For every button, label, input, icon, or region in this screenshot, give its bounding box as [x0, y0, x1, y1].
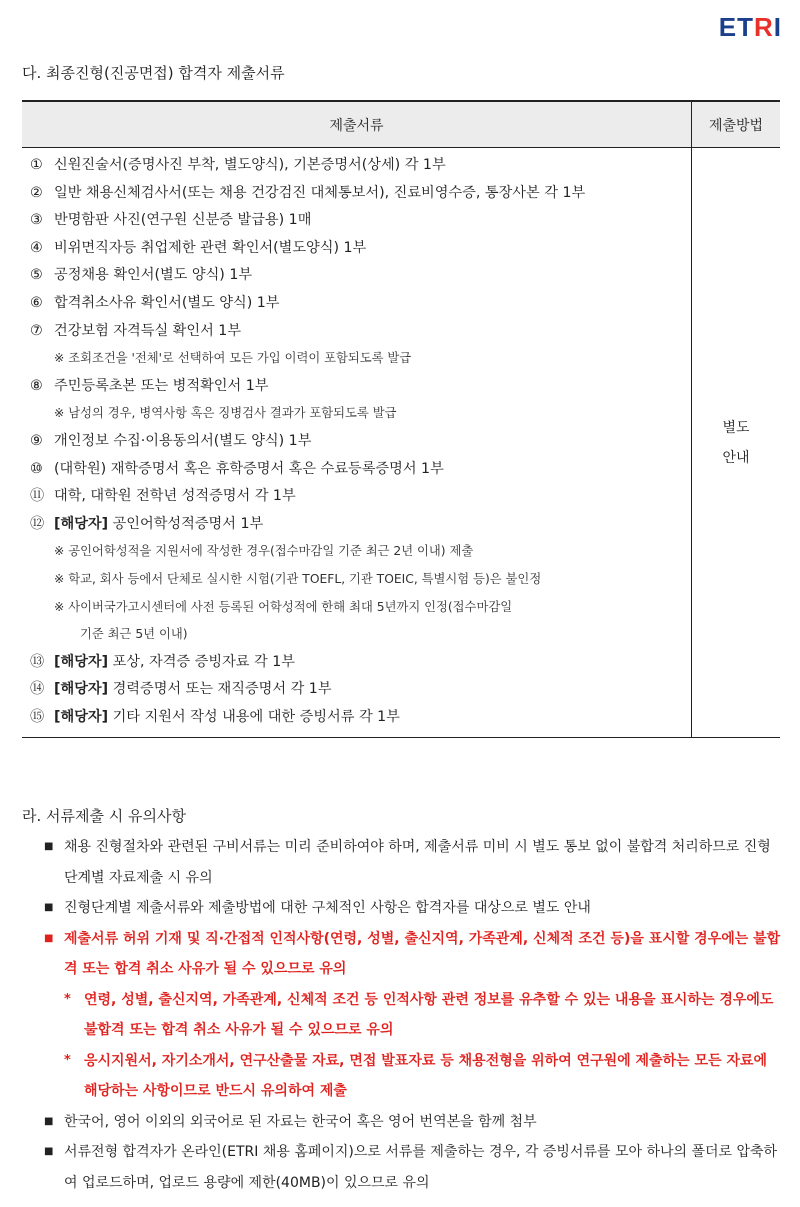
caution-item	[42, 1046, 782, 1107]
document-item	[30, 290, 691, 318]
item-number: ⑧	[30, 377, 43, 394]
asterisk-icon: *	[64, 991, 71, 1007]
item-number: ⑪	[30, 488, 45, 505]
document-note: ※ 조회조건을 '전체'로 선택하여 모든 가입 이력이 포함되도록 발급	[54, 351, 412, 366]
item-text: 일반 채용신체검사서(또는 채용 건강검진 대체통보서), 진료비영수증, 통장사본 각 1부	[54, 184, 586, 201]
document-item	[30, 511, 691, 539]
item-number: ⑦	[30, 322, 43, 339]
document-note: ※ 남성의 경우, 병역사항 혹은 징병검사 결과가 포함되도록 발급	[54, 406, 397, 421]
item-number: ⑮	[30, 708, 45, 725]
item-text: 건강보험 자격득실 확인서 1부	[54, 322, 242, 339]
document-item	[30, 207, 691, 235]
caution-item	[42, 985, 782, 1046]
caution-item	[42, 924, 782, 985]
header-documents: 제출서류	[22, 101, 692, 148]
document-note: 기준 최근 5년 이내)	[80, 627, 188, 642]
caution-item	[42, 893, 782, 924]
document-note: ※ 사이버국가고시센터에 사전 등록된 어학성적에 한해 최대 5년까지 인정(접수마감일	[54, 599, 513, 614]
item-text: 합격취소사유 확인서(별도 양식) 1부	[54, 294, 280, 311]
item-text: 포상, 자격증 증빙자료 각 1부	[108, 653, 295, 670]
caution-item	[42, 1137, 782, 1198]
method-line-1: 별도	[722, 419, 750, 436]
item-text: 경력증명서 또는 재직증명서 각 1부	[108, 681, 332, 698]
document-item	[30, 704, 691, 732]
square-bullet-icon: ■	[44, 841, 54, 852]
item-number: ⑬	[30, 653, 45, 670]
section-d-heading: 다. 최종진형(진공면접) 합격자 제출서류	[22, 64, 285, 82]
item-text: 기타 지원서 작성 내용에 대한 증빙서류 각 1부	[108, 708, 400, 725]
item-text: 주민등록초본 또는 병적확인서 1부	[54, 377, 269, 394]
square-bullet-icon: ■	[44, 932, 54, 944]
item-number: ⑥	[30, 294, 43, 311]
document-item	[30, 649, 691, 677]
item-number: ⑨	[30, 432, 43, 449]
asterisk-icon: *	[64, 1052, 71, 1068]
item-number: ⑭	[30, 681, 45, 698]
document-item	[30, 373, 691, 401]
item-number: ③	[30, 212, 43, 229]
submission-method	[692, 148, 781, 738]
caution-text: 서류전형 합격자가 온라인(ETRI 채용 홈페이지)으로 서류를 제출하는 경우, 각 증빙서류를 모아 하나의 폴더로 압축하여 업로드하며, 업로드 용량에 제한(40MB)이 있으므로 유의	[64, 1144, 778, 1191]
caution-text: 채용 진형절차와 관련된 구비서류는 미리 준비하여야 하며, 제출서류 미비 시 별도 통보 없이 불합격 처리하므로 진형단계별 자료제출 시 유의	[64, 839, 771, 886]
method-line-2: 안내	[722, 449, 750, 466]
item-number: ⑩	[30, 460, 43, 477]
item-number: ②	[30, 184, 43, 201]
document-item	[30, 152, 691, 180]
item-text: 신원진술서(증명사진 부착, 별도양식), 기본증명서(상세) 각 1부	[54, 157, 446, 173]
caution-text: 진형단계별 제출서류와 제출방법에 대한 구체적인 사항은 합격자를 대상으로 별도 안내	[64, 900, 591, 916]
document-list	[22, 148, 692, 738]
item-number: ①	[30, 157, 43, 173]
item-number: ⑫	[30, 515, 45, 532]
document-item	[30, 235, 691, 263]
caution-text: 한국어, 영어 이외의 외국어로 된 자료는 한국어 혹은 영어 번역본을 함께 첨부	[64, 1113, 537, 1130]
item-tag: [해당자]	[54, 681, 109, 698]
item-number: ⑤	[30, 267, 43, 284]
item-text: 공인어학성적증명서 1부	[108, 515, 264, 532]
caution-text: 응시지원서, 자기소개서, 연구산출물 자료, 면접 발표자료 등 채용전형을 위하여 연구원에 제출하는 모든 자료에 해당하는 사항이므로 반드시 유의하여 제출	[84, 1052, 768, 1099]
document-note: ※ 공인어학성적을 지원서에 작성한 경우(접수마감일 기준 최근 2년 이내) 제출	[54, 544, 474, 559]
caution-text: 연령, 성별, 출신지역, 가족관계, 신체적 조건 등 인적사항 관련 정보를 유추할 수 있는 내용을 표시하는 경우에도 불합격 또는 합격 취소 사유가 될 수 있으므로 유의	[84, 991, 774, 1038]
header-method: 제출방법	[692, 101, 781, 148]
item-text: 비위면직자등 취업제한 관련 확인서(별도양식) 1부	[54, 239, 367, 256]
item-text: (대학원) 재학증명서 혹은 휴학증명서 혹은 수료등록증명서 1부	[54, 460, 444, 477]
document-item	[30, 483, 691, 511]
etri-logo: ETRI	[718, 12, 782, 42]
item-text: 반명함판 사진(연구원 신분증 발급용) 1매	[54, 212, 312, 229]
caution-list	[42, 832, 782, 1198]
document-item	[30, 318, 691, 346]
document-item	[30, 180, 691, 208]
item-text: 공정채용 확인서(별도 양식) 1부	[54, 267, 253, 284]
document-note: ※ 학교, 회사 등에서 단체로 실시한 시험(기관 TOEFL, 기관 TOEIC, 특별시험 등)은 불인정	[54, 571, 542, 586]
square-bullet-icon: ■	[44, 902, 54, 913]
document-item	[30, 428, 691, 456]
item-tag: [해당자]	[54, 653, 109, 670]
document-item	[30, 456, 691, 484]
documents-table	[22, 100, 780, 738]
caution-text: 제출서류 허위 기재 및 직·간접적 인적사항(연령, 성별, 출신지역, 가족관계, 신체적 조건 등)을 표시할 경우에는 불합격 또는 합격 취소 사유가 될 수 있으므로 유의	[64, 930, 781, 977]
item-text: 개인정보 수집·이용동의서(별도 양식) 1부	[54, 432, 312, 449]
document-item	[30, 676, 691, 704]
item-text: 대학, 대학원 전학년 성적증명서 각 1부	[54, 488, 296, 505]
document-item	[30, 262, 691, 290]
square-bullet-icon: ■	[44, 1115, 54, 1127]
item-number: ④	[30, 239, 43, 256]
square-bullet-icon: ■	[44, 1146, 54, 1157]
item-tag: [해당자]	[54, 515, 109, 532]
item-tag: [해당자]	[54, 708, 109, 725]
section-e-heading: 라. 서류제출 시 유의사항	[22, 807, 186, 825]
caution-item	[42, 1107, 782, 1138]
caution-item	[42, 832, 782, 893]
